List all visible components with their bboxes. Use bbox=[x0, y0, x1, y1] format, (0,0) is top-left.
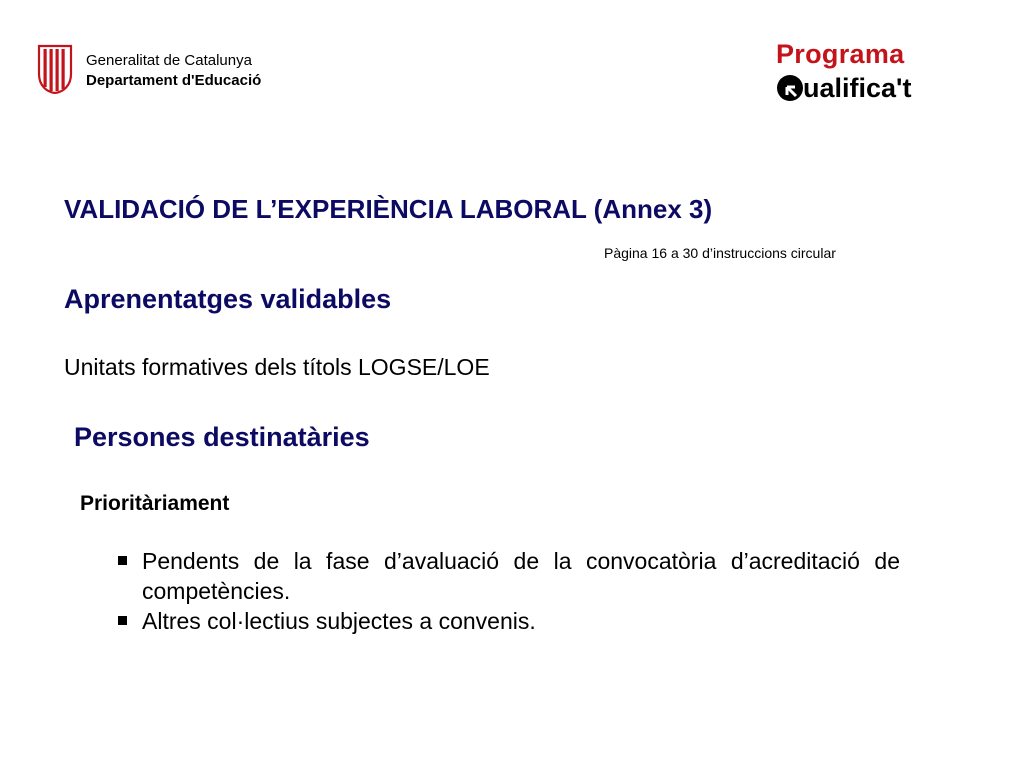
section-heading-aprenentatges: Aprenentatges validables bbox=[64, 284, 392, 314]
qualificat-logo-word: ualifica't bbox=[803, 73, 912, 103]
generalitat-name: Generalitat de Catalunya bbox=[86, 52, 252, 69]
section-text-unitats: Unitats formatives dels títols LOGSE/LOE bbox=[64, 354, 490, 380]
generalitat-logo bbox=[36, 44, 74, 94]
bullet-list bbox=[116, 546, 900, 636]
bullet-square-icon bbox=[118, 556, 127, 565]
list-item bbox=[116, 606, 900, 636]
page-reference: Pàgina 16 a 30 d’instruccions circular bbox=[604, 245, 836, 261]
section-heading-persones: Persones destinatàries bbox=[74, 422, 370, 452]
bullet-text: Altres col·lectius subjectes a convenis. bbox=[142, 608, 536, 634]
list-item bbox=[116, 546, 900, 606]
bullet-text: Pendents de la fase d’avaluació de la convocatòria d’acreditació de competències. bbox=[142, 548, 900, 604]
bullet-square-icon bbox=[118, 616, 127, 625]
slide-title: VALIDACIÓ DE L’EXPERIÈNCIA LABORAL (Annex 3) bbox=[64, 194, 713, 224]
programa-logo-word: Programa bbox=[776, 39, 905, 69]
department-name: Departament d'Educació bbox=[86, 72, 262, 89]
qualificat-q-icon bbox=[776, 74, 806, 104]
section-subheading-prioritariament: Prioritàriament bbox=[80, 492, 230, 515]
